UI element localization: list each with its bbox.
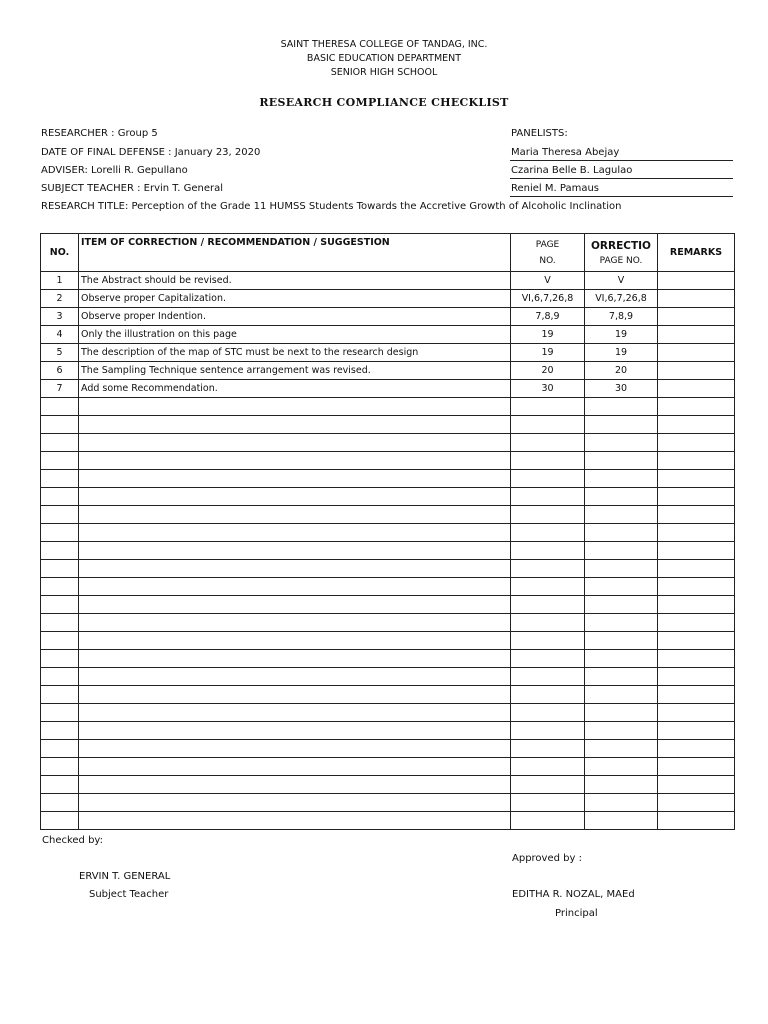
empty-cell xyxy=(585,650,658,668)
school-level: SENIOR HIGH SCHOOL xyxy=(330,67,438,78)
table-row xyxy=(41,344,735,362)
empty-cell xyxy=(511,794,585,812)
row-remarks xyxy=(658,290,735,308)
row-item: The Sampling Technique sentence arrangement was revised. xyxy=(79,362,511,380)
header-item: ITEM OF CORRECTION / RECOMMENDATION / SUGGESTION xyxy=(79,234,511,272)
row-item: Observe proper Indention. xyxy=(79,308,511,326)
table-row-empty xyxy=(41,506,735,524)
table-row-empty xyxy=(41,686,735,704)
table-row xyxy=(41,290,735,308)
empty-cell xyxy=(585,722,658,740)
empty-cell xyxy=(511,686,585,704)
table-row xyxy=(41,380,735,398)
empty-cell xyxy=(41,506,79,524)
research-title-line: RESEARCH TITLE: Perception of the Grade 11 HUMSS Students Towards the Accretive Growth of Alcoholic Inclination xyxy=(41,201,622,212)
empty-cell xyxy=(79,722,511,740)
approver-role: Principal xyxy=(555,908,598,919)
empty-cell xyxy=(41,470,79,488)
compliance-table xyxy=(40,233,735,830)
table-row-empty xyxy=(41,722,735,740)
row-remarks xyxy=(658,344,735,362)
empty-cell xyxy=(41,650,79,668)
empty-cell xyxy=(585,434,658,452)
approver-name: EDITHA R. NOZAL, MAEd xyxy=(512,889,635,900)
empty-cell xyxy=(658,704,735,722)
row-number: 5 xyxy=(41,344,79,362)
empty-cell xyxy=(658,596,735,614)
subject-teacher-line: SUBJECT TEACHER : Ervin T. General xyxy=(41,183,223,194)
empty-cell xyxy=(585,794,658,812)
table-row-empty xyxy=(41,452,735,470)
empty-cell xyxy=(79,524,511,542)
panelist-name: Maria Theresa Abejay xyxy=(511,147,620,158)
document-title: RESEARCH COMPLIANCE CHECKLIST xyxy=(259,96,509,109)
row-page-no: 30 xyxy=(511,380,585,398)
empty-cell xyxy=(511,704,585,722)
row-remarks xyxy=(658,362,735,380)
row-correction-page-no: 7,8,9 xyxy=(585,308,658,326)
table-row-empty xyxy=(41,488,735,506)
row-item: Only the illustration on this page xyxy=(79,326,511,344)
row-page-no: 20 xyxy=(511,362,585,380)
row-remarks xyxy=(658,272,735,290)
row-number: 3 xyxy=(41,308,79,326)
empty-cell xyxy=(41,560,79,578)
empty-cell xyxy=(585,488,658,506)
empty-cell xyxy=(511,542,585,560)
empty-cell xyxy=(585,668,658,686)
defense-date-line: DATE OF FINAL DEFENSE : January 23, 2020 xyxy=(41,147,261,158)
empty-cell xyxy=(658,686,735,704)
empty-cell xyxy=(585,704,658,722)
empty-cell xyxy=(41,740,79,758)
empty-cell xyxy=(658,398,735,416)
empty-cell xyxy=(658,776,735,794)
table-row xyxy=(41,326,735,344)
empty-cell xyxy=(658,722,735,740)
empty-cell xyxy=(79,470,511,488)
empty-cell xyxy=(41,398,79,416)
empty-cell xyxy=(79,812,511,830)
empty-cell xyxy=(41,614,79,632)
empty-cell xyxy=(585,812,658,830)
row-correction-page-no: 30 xyxy=(585,380,658,398)
row-number: 6 xyxy=(41,362,79,380)
header-correction xyxy=(585,234,658,272)
empty-cell xyxy=(585,578,658,596)
empty-cell xyxy=(658,614,735,632)
empty-cell xyxy=(41,704,79,722)
empty-cell xyxy=(79,776,511,794)
empty-cell xyxy=(585,560,658,578)
table-row-empty xyxy=(41,560,735,578)
empty-cell xyxy=(585,416,658,434)
empty-cell xyxy=(658,632,735,650)
table-row-empty xyxy=(41,524,735,542)
row-correction-page-no: VI,6,7,26,8 xyxy=(585,290,658,308)
checker-name: ERVIN T. GENERAL xyxy=(79,871,171,882)
empty-cell xyxy=(658,740,735,758)
empty-cell xyxy=(585,686,658,704)
empty-cell xyxy=(79,758,511,776)
empty-cell xyxy=(41,722,79,740)
header-page-bottom: NO. xyxy=(539,255,556,266)
empty-cell xyxy=(511,398,585,416)
empty-cell xyxy=(585,524,658,542)
empty-cell xyxy=(79,542,511,560)
row-page-no: 19 xyxy=(511,344,585,362)
empty-cell xyxy=(585,632,658,650)
table-row-empty xyxy=(41,542,735,560)
empty-cell xyxy=(79,794,511,812)
empty-cell xyxy=(41,686,79,704)
empty-cell xyxy=(41,542,79,560)
row-number: 4 xyxy=(41,326,79,344)
empty-cell xyxy=(658,542,735,560)
header-correction-top: ORRECTIO xyxy=(591,239,651,252)
empty-cell xyxy=(511,776,585,794)
empty-cell xyxy=(41,632,79,650)
table-row-empty xyxy=(41,434,735,452)
empty-cell xyxy=(79,488,511,506)
empty-cell xyxy=(658,488,735,506)
department-name: BASIC EDUCATION DEPARTMENT xyxy=(306,53,462,64)
empty-cell xyxy=(511,488,585,506)
empty-cell xyxy=(585,776,658,794)
table-header-row xyxy=(41,234,735,272)
table-row-empty xyxy=(41,416,735,434)
panelist-underline xyxy=(510,196,733,197)
empty-cell xyxy=(511,470,585,488)
row-item: The description of the map of STC must be next to the research design xyxy=(79,344,511,362)
empty-cell xyxy=(658,650,735,668)
table-row-empty xyxy=(41,668,735,686)
empty-cell xyxy=(79,614,511,632)
empty-cell xyxy=(79,398,511,416)
empty-cell xyxy=(511,758,585,776)
row-correction-page-no: 19 xyxy=(585,344,658,362)
table-row-empty xyxy=(41,740,735,758)
empty-cell xyxy=(41,578,79,596)
empty-cell xyxy=(585,740,658,758)
row-correction-page-no: 20 xyxy=(585,362,658,380)
empty-cell xyxy=(585,506,658,524)
empty-cell xyxy=(511,614,585,632)
empty-cell xyxy=(79,452,511,470)
empty-cell xyxy=(511,650,585,668)
row-item: Add some Recommendation. xyxy=(79,380,511,398)
empty-cell xyxy=(41,452,79,470)
researcher-line: RESEARCHER : Group 5 xyxy=(41,128,158,139)
table-row-empty xyxy=(41,704,735,722)
panelist-name: Czarina Belle B. Lagulao xyxy=(511,165,633,176)
table-row-empty xyxy=(41,794,735,812)
header-remarks: REMARKS xyxy=(658,234,735,272)
table-row-empty xyxy=(41,650,735,668)
empty-cell xyxy=(511,434,585,452)
table-row-empty xyxy=(41,578,735,596)
empty-cell xyxy=(79,668,511,686)
empty-cell xyxy=(41,758,79,776)
empty-cell xyxy=(511,668,585,686)
table-row xyxy=(41,308,735,326)
empty-cell xyxy=(658,668,735,686)
empty-cell xyxy=(511,578,585,596)
table-row-empty xyxy=(41,812,735,830)
row-number: 7 xyxy=(41,380,79,398)
table-row-empty xyxy=(41,614,735,632)
empty-cell xyxy=(511,506,585,524)
checker-role: Subject Teacher xyxy=(89,889,169,900)
empty-cell xyxy=(658,470,735,488)
empty-cell xyxy=(511,740,585,758)
empty-cell xyxy=(658,416,735,434)
table-row-empty xyxy=(41,758,735,776)
row-item: The Abstract should be revised. xyxy=(79,272,511,290)
empty-cell xyxy=(79,596,511,614)
row-remarks xyxy=(658,326,735,344)
empty-cell xyxy=(511,560,585,578)
table-row-empty xyxy=(41,398,735,416)
empty-cell xyxy=(511,452,585,470)
empty-cell xyxy=(41,524,79,542)
table-row xyxy=(41,272,735,290)
empty-cell xyxy=(79,434,511,452)
header-no: NO. xyxy=(41,234,79,272)
empty-cell xyxy=(585,542,658,560)
empty-cell xyxy=(658,434,735,452)
row-number: 2 xyxy=(41,290,79,308)
empty-cell xyxy=(658,758,735,776)
empty-cell xyxy=(511,812,585,830)
empty-cell xyxy=(511,722,585,740)
approved-by-label: Approved by : xyxy=(512,853,582,864)
empty-cell xyxy=(41,794,79,812)
empty-cell xyxy=(79,632,511,650)
empty-cell xyxy=(41,488,79,506)
checked-by-label: Checked by: xyxy=(42,835,103,846)
empty-cell xyxy=(585,398,658,416)
empty-cell xyxy=(79,416,511,434)
empty-cell xyxy=(585,596,658,614)
header-correction-bottom: PAGE NO. xyxy=(599,255,643,266)
empty-cell xyxy=(585,614,658,632)
table-row-empty xyxy=(41,632,735,650)
header-page-top: PAGE xyxy=(535,239,560,250)
row-remarks xyxy=(658,380,735,398)
row-correction-page-no: 19 xyxy=(585,326,658,344)
header-page xyxy=(511,234,585,272)
empty-cell xyxy=(511,416,585,434)
empty-cell xyxy=(79,506,511,524)
empty-cell xyxy=(79,560,511,578)
empty-cell xyxy=(79,578,511,596)
empty-cell xyxy=(511,632,585,650)
empty-cell xyxy=(79,740,511,758)
empty-cell xyxy=(41,434,79,452)
panelist-underline xyxy=(510,178,733,179)
row-number: 1 xyxy=(41,272,79,290)
school-name: SAINT THERESA COLLEGE OF TANDAG, INC. xyxy=(280,39,488,50)
table-row xyxy=(41,362,735,380)
empty-cell xyxy=(658,578,735,596)
empty-cell xyxy=(41,596,79,614)
empty-cell xyxy=(511,596,585,614)
empty-cell xyxy=(585,452,658,470)
table-row-empty xyxy=(41,776,735,794)
empty-cell xyxy=(658,452,735,470)
row-page-no: 7,8,9 xyxy=(511,308,585,326)
table-row-empty xyxy=(41,596,735,614)
row-page-no: V xyxy=(511,272,585,290)
empty-cell xyxy=(658,524,735,542)
empty-cell xyxy=(658,794,735,812)
empty-cell xyxy=(41,416,79,434)
row-remarks xyxy=(658,308,735,326)
empty-cell xyxy=(41,812,79,830)
empty-cell xyxy=(585,470,658,488)
empty-cell xyxy=(79,686,511,704)
row-correction-page-no: V xyxy=(585,272,658,290)
empty-cell xyxy=(511,524,585,542)
empty-cell xyxy=(658,812,735,830)
empty-cell xyxy=(79,704,511,722)
empty-cell xyxy=(585,758,658,776)
empty-cell xyxy=(658,506,735,524)
row-page-no: VI,6,7,26,8 xyxy=(511,290,585,308)
row-item: Observe proper Capitalization. xyxy=(79,290,511,308)
panelists-label: PANELISTS: xyxy=(511,128,568,139)
adviser-line: ADVISER: Lorelli R. Gepullano xyxy=(41,165,188,176)
panelist-name: Reniel M. Pamaus xyxy=(511,183,599,194)
empty-cell xyxy=(658,560,735,578)
empty-cell xyxy=(41,776,79,794)
table-row-empty xyxy=(41,470,735,488)
panelist-underline xyxy=(510,160,733,161)
empty-cell xyxy=(41,668,79,686)
empty-cell xyxy=(79,650,511,668)
row-page-no: 19 xyxy=(511,326,585,344)
